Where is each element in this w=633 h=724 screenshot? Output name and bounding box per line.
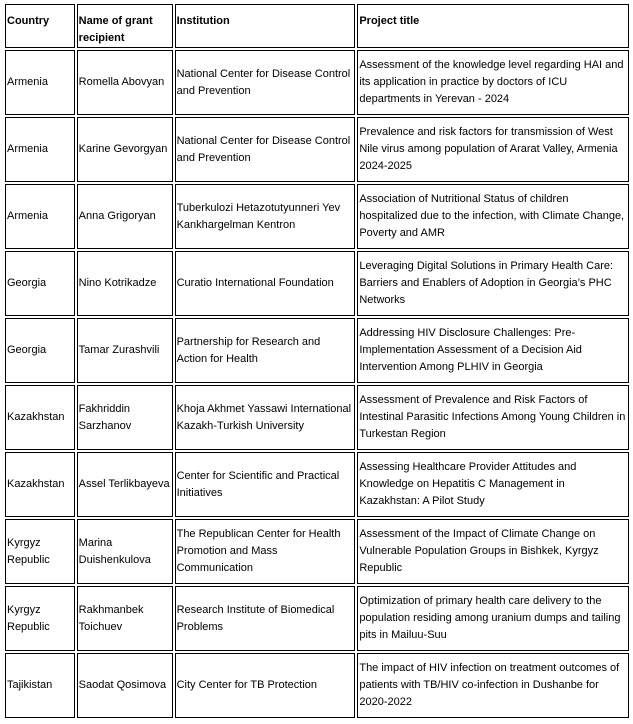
- table-row: [5, 385, 629, 450]
- cell-country: Armenia: [5, 184, 75, 249]
- cell-institution: Khoja Akhmet Yassawi International Kazakh-Turkish University: [175, 385, 356, 450]
- table-body: [5, 50, 629, 718]
- cell-institution: National Center for Disease Control and Prevention: [175, 50, 356, 115]
- cell-country: Armenia: [5, 50, 75, 115]
- cell-country: Kyrgyz Republic: [5, 519, 75, 584]
- table-row: [5, 653, 629, 718]
- cell-recipient-name: Romella Abovyan: [77, 50, 173, 115]
- cell-recipient-name: Tamar Zurashvili: [77, 318, 173, 383]
- cell-country: Kazakhstan: [5, 452, 75, 517]
- cell-institution: The Republican Center for Health Promotion and Mass Communication: [175, 519, 356, 584]
- header-row: [5, 4, 629, 48]
- cell-country: Georgia: [5, 318, 75, 383]
- cell-institution: Center for Scientific and Practical Initiatives: [175, 452, 356, 517]
- cell-country: Kyrgyz Republic: [5, 586, 75, 651]
- cell-recipient-name: Saodat Qosimova: [77, 653, 173, 718]
- cell-project-title: Optimization of primary health care delivery to the population residing among uranium dumps and tailing pits in Mailuu-Suu: [357, 586, 629, 651]
- table-row: [5, 117, 629, 182]
- header-country: Country: [5, 4, 75, 48]
- cell-project-title: Assessing Healthcare Provider Attitudes and Knowledge on Hepatitis C Management in Kazakhstan: A Pilot Study: [357, 452, 629, 517]
- cell-institution: Partnership for Research and Action for Health: [175, 318, 356, 383]
- cell-recipient-name: Marina Duishenkulova: [77, 519, 173, 584]
- cell-country: Georgia: [5, 251, 75, 316]
- cell-institution: National Center for Disease Control and Prevention: [175, 117, 356, 182]
- cell-country: Tajikistan: [5, 653, 75, 718]
- cell-recipient-name: Rakhmanbek Toichuev: [77, 586, 173, 651]
- cell-project-title: Assessment of the knowledge level regarding HAI and its application in practice by doctors of ICU departments in Yerevan - 2024: [357, 50, 629, 115]
- header-project-title: Project title: [357, 4, 629, 48]
- table-row: [5, 586, 629, 651]
- cell-project-title: Assessment of Prevalence and Risk Factors of Intestinal Parasitic Infections Among Young Children in Turkestan Region: [357, 385, 629, 450]
- cell-recipient-name: Anna Grigoryan: [77, 184, 173, 249]
- table-row: [5, 318, 629, 383]
- header-name: Name of grant recipient: [77, 4, 173, 48]
- cell-recipient-name: Karine Gevorgyan: [77, 117, 173, 182]
- cell-institution: Tuberkulozi Hetazotutyunneri Yev Kankhargelman Kentron: [175, 184, 356, 249]
- table-row: [5, 251, 629, 316]
- cell-institution: Curatio International Foundation: [175, 251, 356, 316]
- cell-project-title: Leveraging Digital Solutions in Primary Health Care: Barriers and Enablers of Adoption in Georgia’s PHC Networks: [357, 251, 629, 316]
- cell-country: Armenia: [5, 117, 75, 182]
- cell-institution: City Center for TB Protection: [175, 653, 356, 718]
- table-row: [5, 184, 629, 249]
- header-institution: Institution: [175, 4, 356, 48]
- table-row: [5, 452, 629, 517]
- cell-project-title: Prevalence and risk factors for transmission of West Nile virus among population of Ararat Valley, Armenia 2024-2025: [357, 117, 629, 182]
- cell-project-title: Addressing HIV Disclosure Challenges: Pre-Implementation Assessment of a Decision Aid Intervention Among PLHIV in Georgia: [357, 318, 629, 383]
- cell-recipient-name: Fakhriddin Sarzhanov: [77, 385, 173, 450]
- cell-recipient-name: Assel Terlikbayeva: [77, 452, 173, 517]
- grant-recipients-table: [3, 2, 631, 720]
- cell-project-title: Assessment of the Impact of Climate Change on Vulnerable Population Groups in Bishkek, Kyrgyz Republic: [357, 519, 629, 584]
- cell-institution: Research Institute of Biomedical Problems: [175, 586, 356, 651]
- table-row: [5, 50, 629, 115]
- cell-project-title: Association of Nutritional Status of children hospitalized due to the infection, with Climate Change, Poverty and AMR: [357, 184, 629, 249]
- cell-recipient-name: Nino Kotrikadze: [77, 251, 173, 316]
- cell-project-title: The impact of HIV infection on treatment outcomes of patients with TB/HIV co-infection in Dushanbe for 2020-2022: [357, 653, 629, 718]
- cell-country: Kazakhstan: [5, 385, 75, 450]
- table-header: [5, 4, 629, 48]
- table-row: [5, 519, 629, 584]
